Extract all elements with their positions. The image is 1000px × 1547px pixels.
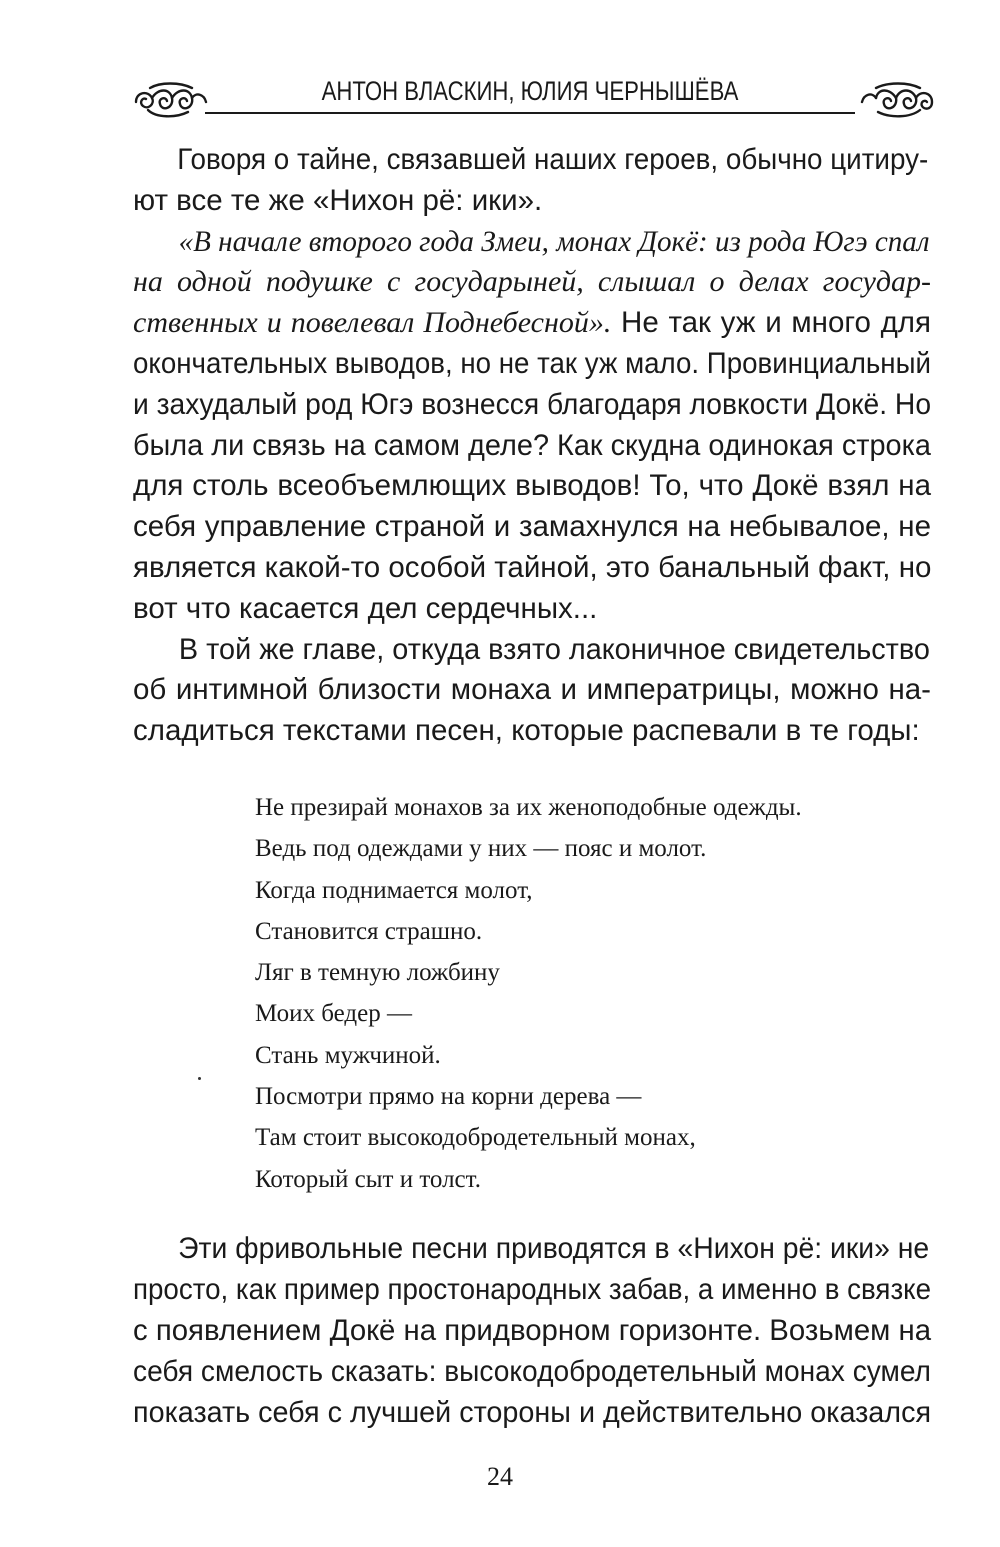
text-line: В той же главе, откуда взято лаконичное свидетельство — [178, 632, 930, 666]
text-line: об интимной близости монаха и императрицы, можно на- — [133, 673, 931, 707]
main-text-block — [133, 140, 931, 752]
text-line: Эти фривольные песни приводятся в «Нихон рё: ики» не — [178, 1232, 930, 1265]
page-number: 24 — [487, 1462, 513, 1491]
text-line: с появлением Докё на придворном горизонте. Возьмем на — [133, 1314, 932, 1347]
header-rule — [205, 112, 855, 114]
text-line: сладиться текстами песен, которые распевали в те годы: — [133, 714, 920, 748]
quote-line: «В начале второго года Змеи, монах Докё: из рода Югэ спал — [178, 224, 930, 258]
verse-line: Ведь под одеждами у них — пояс и молот. — [255, 835, 707, 863]
text-line: просто, как пример простонародных забав, а именно в связке — [133, 1273, 932, 1306]
text-line: была ли связь на самом деле? Как скудна одинокая строка — [133, 428, 931, 462]
print-speck — [198, 1077, 201, 1080]
verse-line: Который сыт и толст. — [255, 1165, 481, 1193]
running-header-title: АНТОН ВЛАСКИН, ЮЛИЯ ЧЕРНЫШЁВА — [321, 76, 739, 106]
scroll-ornament-icon — [858, 80, 938, 124]
verse-line: Стань мужчиной. — [255, 1041, 441, 1069]
text-line: показать себя с лучшей стороны и действительно оказался — [133, 1396, 932, 1429]
verse-line: Не презирай монахов за их женоподобные одежды. — [255, 794, 802, 821]
quote-line: ственных и повелевал Поднебесной». — [133, 306, 612, 340]
text-line: для столь всеобъемлющих выводов! То, что Докё взял на — [133, 469, 931, 503]
verse-line: Становится страшно. — [255, 917, 483, 945]
text-line: является какой-то особой тайной, это банальный факт, но — [133, 550, 932, 584]
text-line: себя управление страной и замахнулся на небывалое, не — [133, 510, 931, 544]
text-line: и захудалый род Югэ вознесся благодаря ловкости Докё. Но — [133, 387, 932, 421]
text-line — [133, 303, 931, 344]
verse-line: Ляг в темную ложбину — [255, 959, 500, 987]
verse-line: Там стоит высокодобродетельный монах, — [255, 1124, 696, 1152]
running-header — [130, 68, 930, 128]
quote-line: на одной подушке с государыней, слышал о делах государ- — [133, 265, 931, 299]
verse-line: Посмотри прямо на корни дерева — — [255, 1083, 642, 1111]
verse-line: Моих бедер — — [255, 1000, 412, 1028]
text-line: окончательных выводов, но не так уж мало. Провинциальный — [133, 346, 931, 380]
verse-block — [255, 787, 875, 1200]
text-line: вот что касается дел сердечных... — [133, 591, 598, 625]
text-line: Говоря о тайне, связавшей наших героев, обычно цитиру- — [177, 143, 929, 176]
text-line: ют все те же «Нихон рё: ики». — [133, 183, 543, 217]
verse-line: Когда поднимается молот, — [255, 876, 533, 904]
text-line: себя смелость сказать: высокодобродетельный монах сумел — [133, 1355, 931, 1388]
closing-text-block — [133, 1228, 931, 1433]
quote-tail: Не так уж и много для — [611, 306, 931, 340]
scroll-ornament-icon — [130, 80, 210, 124]
